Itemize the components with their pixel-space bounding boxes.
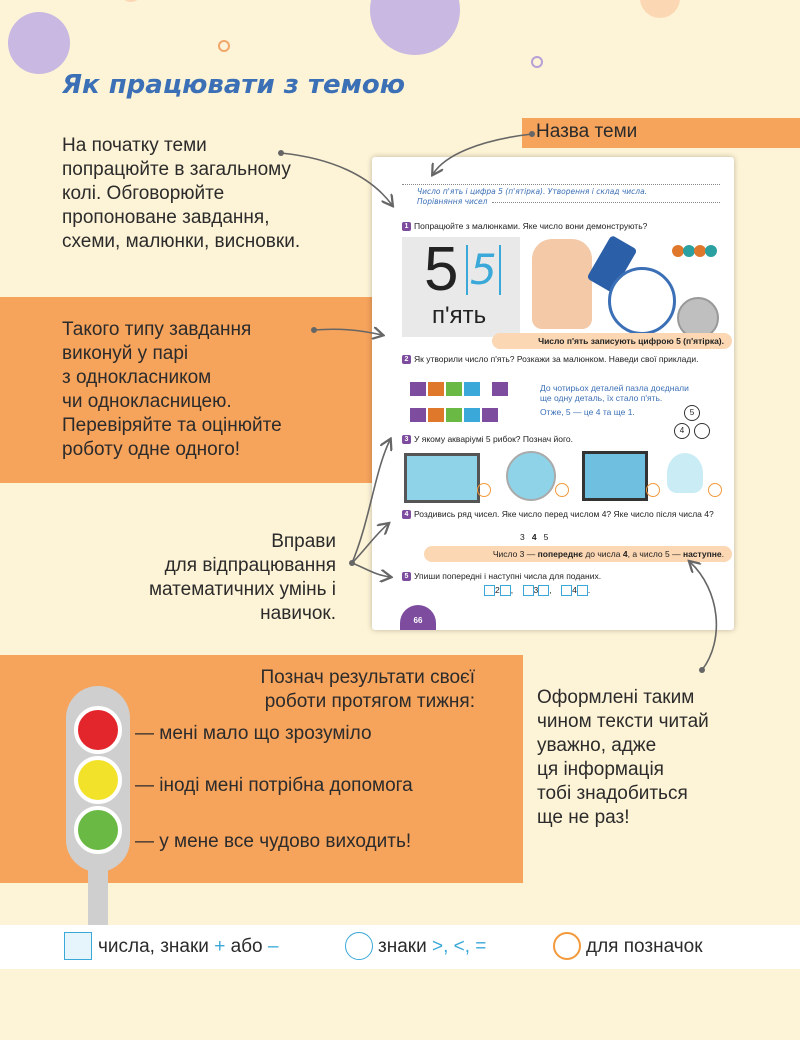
legend-square-icon xyxy=(64,932,92,960)
traffic-light-pole xyxy=(88,870,108,930)
task-3: 3 У якому акваріумі 5 рибок? Познач його. xyxy=(402,434,573,444)
digit-five: 5 xyxy=(424,235,459,304)
rule-band-1: Число п'ять записують цифрою 5 (п'ятірка). xyxy=(492,333,732,349)
green-light-icon xyxy=(74,806,122,854)
red-light-icon xyxy=(74,706,122,754)
task-5: 5 Упиши попередні і наступні числа для поданих. xyxy=(402,571,601,581)
task-4: 4 Роздивись ряд чисел. Яке число перед числом 4? Яке число після числа 4? xyxy=(402,509,724,519)
task-2: 2 Як утворили число п'ять? Розкажи за малюнком. Наведи свої приклади. xyxy=(402,354,722,364)
results-title: Познач результати своєї роботи протягом тижня: xyxy=(260,667,475,712)
legend-circle-label: знаки >, <, = xyxy=(378,936,487,957)
topic-label-tag: Назва теми xyxy=(522,118,800,148)
legend-square-label: числа, знаки + або – xyxy=(98,936,279,957)
result-yellow-text: — іноді мені потрібна допомога xyxy=(135,775,413,796)
legend-orange-circle-icon xyxy=(553,932,581,960)
yellow-light-icon xyxy=(74,756,122,804)
exercises-text: Вправи для відпрацювання математичних умінь і навичок. xyxy=(148,531,336,624)
task-1: 1 Попрацюйте з малюнками. Яке число вони демонструють? xyxy=(402,221,647,231)
bold-note-text: Оформлені таким чином тексти читай уважно, адже ця інформація тобі знадобиться ще не раз! xyxy=(537,687,709,828)
task-2-note: До чотирьох деталей пазла доєднали ще одну деталь, їх стало п'ять. Отже, 5 — це 4 та ще 1. xyxy=(540,383,689,417)
intro-text: На початку теми попрацюйте в загальному колі. Обговорюйте пропоноване завдання, схеми, малюнки, висновки. xyxy=(62,135,301,252)
page-title: Як працювати з темою xyxy=(62,70,405,100)
digit-five-traced: 5 xyxy=(466,245,501,295)
pair-work-text: Такого типу завдання виконуй у парі з однокласником чи однокласницею. Перевіряйте та оцінюйте роботу одне одного! xyxy=(62,319,282,460)
tree-circle-top: 5 xyxy=(684,405,700,421)
task-5-boxes: 2 , 3 , 4 . xyxy=(484,585,590,596)
page-topic-title: Число п'ять і цифра 5 (п'ятірка). Утворення і склад числа. Порівняння чисел xyxy=(417,187,648,206)
legend-orange-label: для позначок xyxy=(586,936,703,957)
digit-word: п'ять xyxy=(432,302,487,329)
legend-circle-icon xyxy=(345,932,373,960)
result-green-text: — у мене все чудово виходить! xyxy=(135,831,412,852)
number-row: 3 4 5 xyxy=(520,532,549,542)
tree-circle-left: 4 xyxy=(674,423,690,439)
result-red-text: — мені мало що зрозуміло xyxy=(135,723,372,744)
rule-band-2: Число 3 — попереднє до числа 4, а число 5 — наступне. xyxy=(424,546,732,562)
page-number: 66 xyxy=(413,616,423,625)
